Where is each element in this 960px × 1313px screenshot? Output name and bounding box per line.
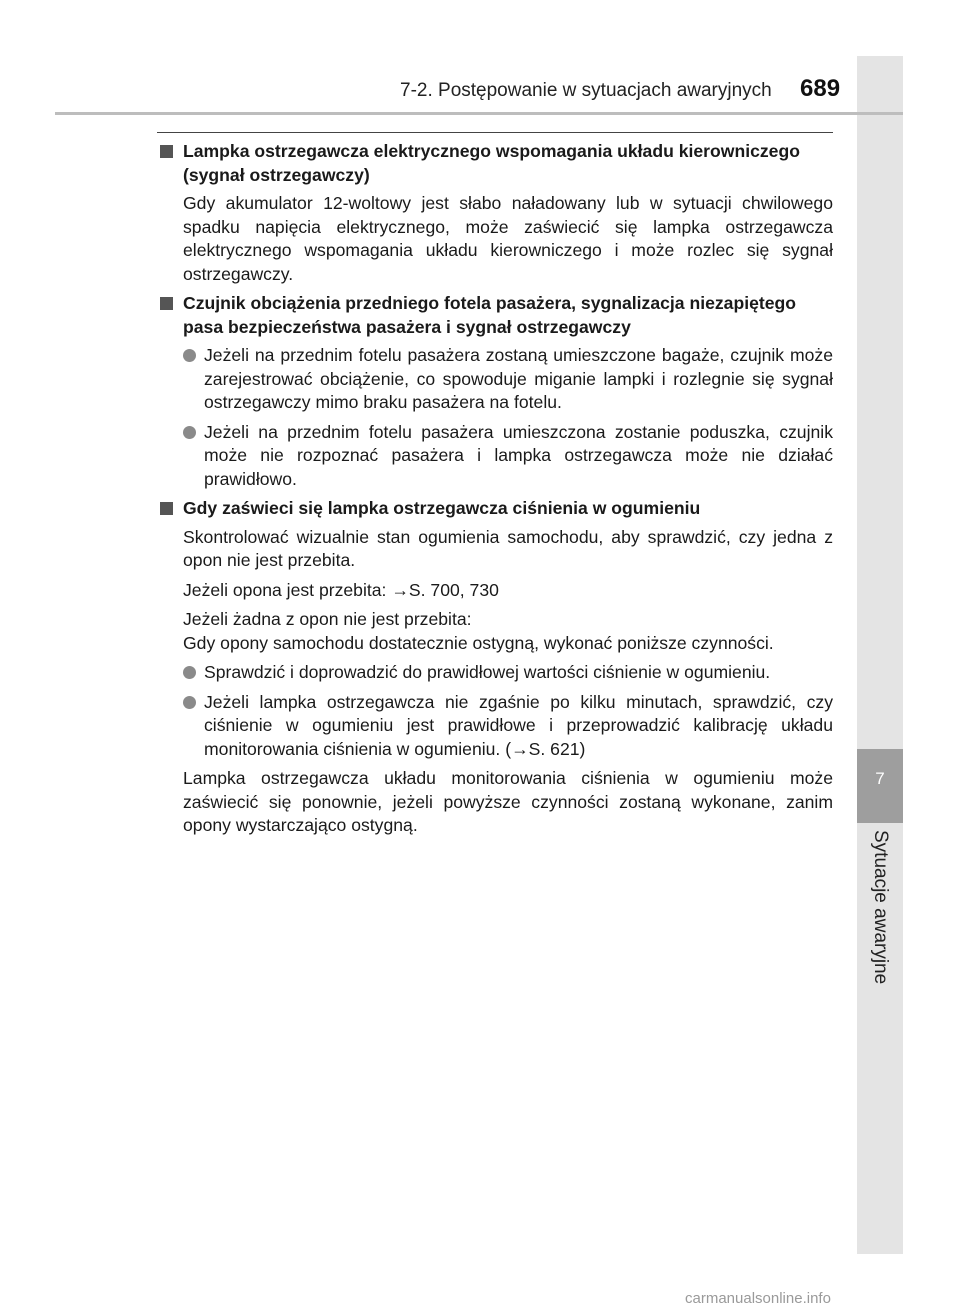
section-heading [160, 292, 833, 339]
list-item-text: Sprawdzić i doprowadzić do prawidłowej wartości ciśnienie w ogumieniu. [204, 662, 771, 682]
page-number: 689 [800, 75, 841, 102]
heading-text: Czujnik obciążenia przedniego fotela pasażera, sygnalizacja niezapiętego pasa bezpieczeństwa pasażera i sygnał ostrzegawczy [183, 293, 797, 337]
paragraph: Skontrolować wizualnie stan ogumienia samochodu, aby sprawdzić, czy jedna z opon nie jest przebita. [183, 526, 833, 570]
paragraph: Gdy opony samochodu dostatecznie ostygną, wykonać poniższe czynności. [183, 632, 774, 653]
square-bullet-icon [160, 502, 173, 515]
chapter-number: 7 [875, 769, 885, 788]
list-item [183, 344, 833, 415]
header-divider [55, 112, 903, 115]
circle-bullet-icon [183, 666, 196, 679]
paragraph: Gdy akumulator 12-woltowy jest słabo naładowany lub w sytuacji chwilowego spadku napięcia elektrycznego, może zaświecić się lampka ostrzegawcza elektrycznego wspomagania układu kierowniczego i może rozlec się sygnał ostrzegawczy. [183, 193, 833, 284]
watermark: carmanualsonline.info [685, 1290, 831, 1307]
heading-text: Lampka ostrzegawcza elektrycznego wspomagania układu kierowniczego (sygnał ostrzegawczy) [183, 141, 800, 185]
circle-bullet-icon [183, 349, 196, 362]
section-heading [160, 140, 833, 187]
paragraph: Jeżeli opona jest przebita: →S. 700, 730 [183, 579, 499, 600]
paragraph: Lampka ostrzegawcza układu monitorowania ciśnienia w ogumieniu może zaświecić się ponownie, jeżeli powyższe czynności zostaną wykonane, zanim opony wystarczająco ostygną. [183, 768, 833, 835]
section-heading [160, 497, 833, 521]
square-bullet-icon [160, 297, 173, 310]
circle-bullet-icon [183, 426, 196, 439]
list-item-text: Jeżeli na przednim fotelu pasażera umieszczona zostanie poduszka, czujnik może nie rozpoznać pasażera i lampka ostrzegawcza może nie działać prawidłowo. [204, 421, 833, 489]
content-top-divider [157, 132, 833, 133]
side-tab [857, 56, 903, 1254]
list-item [183, 691, 833, 762]
chapter-label: Sytuacje awaryjne [870, 830, 891, 985]
list-item [183, 661, 833, 685]
page-content [160, 140, 833, 844]
list-item-text: Jeżeli na przednim fotelu pasażera zostaną umieszczone bagaże, czujnik może zarejestrować obciążenie, co spowoduje miganie lampki i rozlegnie się sygnał ostrzegawczy mimo braku pasażera na fotelu. [204, 345, 833, 412]
square-bullet-icon [160, 145, 173, 158]
heading-text: Gdy zaświeci się lampka ostrzegawcza ciśnienia w ogumieniu [183, 498, 701, 518]
paragraph: Jeżeli żadna z opon nie jest przebita: [183, 609, 472, 629]
list-item-text: Jeżeli lampka ostrzegawcza nie zgaśnie po kilku minutach, sprawdzić, czy ciśnienie w ogumieniu jest prawidłowe i przeprowadzić kalibrację układu monitorowania ciśnienia w ogumieniu. (→S. 621) [204, 691, 833, 759]
circle-bullet-icon [183, 696, 196, 709]
list-item [183, 421, 833, 492]
running-header: 7-2. Postępowanie w sytuacjach awaryjnych [400, 80, 772, 101]
